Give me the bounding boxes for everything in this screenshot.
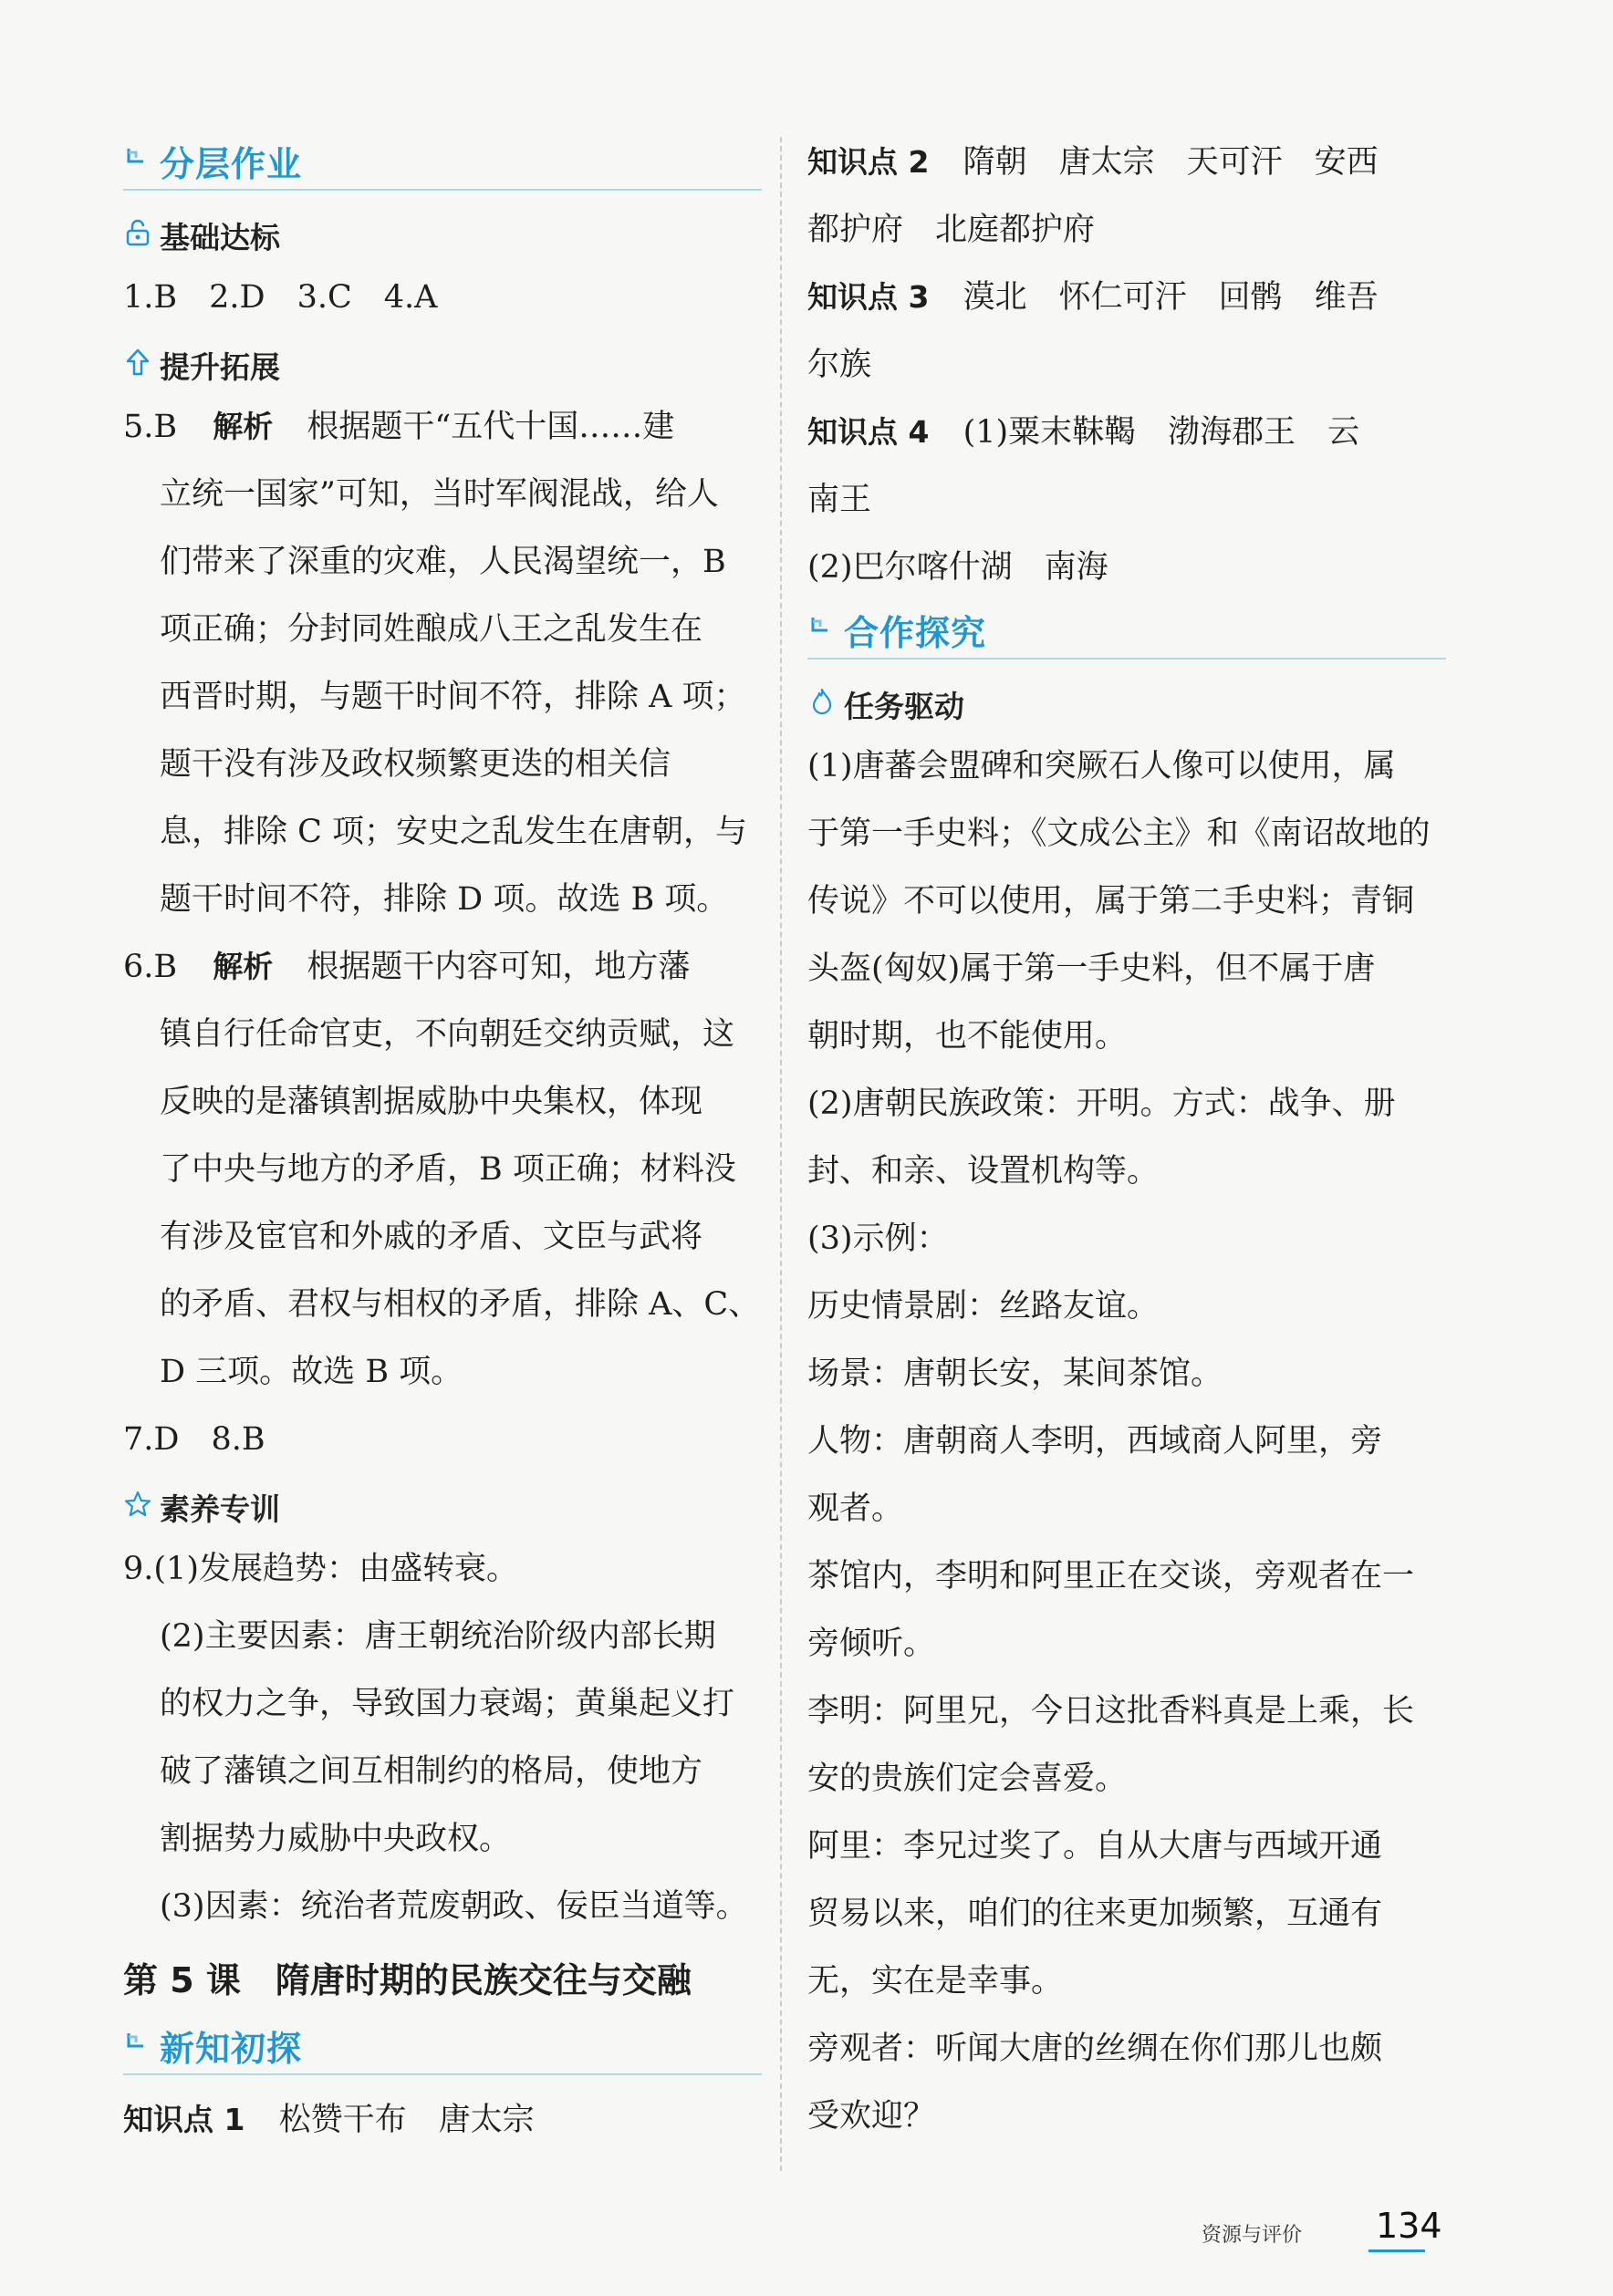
- page-number: 134: [1376, 2206, 1442, 2246]
- subsection-basic: [123, 202, 762, 264]
- answer-line: 割据势力威胁中央政权。: [160, 1821, 512, 1857]
- answer-line: 西晋时期，与题干时间不符，排除 A 项；: [160, 679, 746, 715]
- answer-line: 茶馆内，李明和阿里正在交谈，旁观者在一: [807, 1558, 1415, 1595]
- analysis-label: 解析: [213, 409, 274, 444]
- answer-line: 封、和亲、设置机构等。: [807, 1153, 1160, 1190]
- answer-line: 题干时间不符，排除 D 项。故选 B 项。: [160, 881, 729, 918]
- analysis-text: 根据题干内容可知，地方藩: [307, 949, 691, 985]
- answer-line: 题干没有涉及政权频繁更迭的相关信: [160, 746, 671, 783]
- answer-line: 息，排除 C 项；安史之乱发生在唐朝，与: [160, 814, 748, 850]
- answer-line: 朝时期，也不能使用。: [807, 1018, 1128, 1054]
- section-cooperation: [807, 601, 1446, 660]
- subsection-advanced: [123, 331, 762, 393]
- answer-line: 人物：唐朝商人李明，西域商人阿里，旁: [807, 1423, 1383, 1460]
- knowledge-point-label: 知识点 4: [807, 414, 930, 450]
- answer-line: 1.B 2.D 3.C 4.A: [123, 279, 438, 316]
- answer-line: (1)唐蕃会盟碑和突厥石人像可以使用，属: [807, 748, 1396, 784]
- answer-line: 南王: [807, 482, 872, 518]
- answer-line: 贸易以来，咱们的往来更加频繁，互通有: [807, 1896, 1383, 1932]
- answer-line: 无，实在是幸事。: [807, 1963, 1064, 2000]
- answer-line: [123, 393, 762, 461]
- knowledge-point-4: [807, 399, 1446, 466]
- answer-line: 有涉及宦官和外戚的矛盾、文臣与武将: [160, 1219, 703, 1255]
- section-marker-icon: [809, 614, 831, 636]
- section-new-knowledge: [123, 2017, 762, 2075]
- subsection-title: 任务驱动: [844, 689, 964, 724]
- subsection-literacy: [123, 1473, 762, 1535]
- section-marker-icon: [125, 145, 147, 167]
- knowledge-point-label: 知识点 2: [807, 144, 930, 180]
- answer-line: 李明：阿里兄，今日这批香料真是上乘，长: [807, 1693, 1415, 1730]
- answer-line: (2)巴尔喀什湖 南海: [807, 549, 1108, 586]
- section-title: 新知初探: [160, 2029, 303, 2069]
- answer-line: (2)主要因素：唐王朝统治阶级内部长期: [160, 1618, 716, 1655]
- flame-icon: [807, 687, 837, 716]
- footer-label: 资源与评价: [1202, 2224, 1303, 2247]
- answer-line: 头盔(匈奴)属于第一手史料，但不属于唐: [807, 951, 1376, 987]
- right-column: [807, 132, 1446, 2150]
- question-number: 5.B: [123, 409, 178, 445]
- answer-line: 安的贵族们定会喜爱。: [807, 1761, 1128, 1797]
- knowledge-point-text: (1)粟末靺鞨 渤海郡王 云: [963, 414, 1360, 451]
- knowledge-point-label: 知识点 3: [807, 279, 930, 315]
- lock-icon: [123, 218, 152, 247]
- answer-line: 传说》不可以使用，属于第二手史料；青铜: [807, 883, 1415, 919]
- knowledge-point-label: 知识点 1: [123, 2102, 245, 2137]
- answer-line: 都护府 北庭都护府: [807, 212, 1096, 248]
- analysis-text: 根据题干“五代十国……建: [307, 409, 675, 445]
- page-number-rule: [1368, 2249, 1425, 2252]
- answer-line: 旁观者：听闻大唐的丝绸在你们那儿也颇: [807, 2031, 1383, 2067]
- section-marker-icon: [125, 2030, 147, 2052]
- answer-line: 的矛盾、君权与相权的矛盾，排除 A、C、: [160, 1286, 761, 1323]
- answer-line: [123, 933, 762, 1001]
- answer-line: 旁倾听。: [807, 1626, 936, 1662]
- knowledge-point-1: [123, 2086, 762, 2154]
- answer-line: (3)示例：: [807, 1221, 949, 1257]
- knowledge-point-text: 松赞干布 唐太宗: [278, 2102, 535, 2138]
- subsection-title: 基础达标: [160, 220, 280, 255]
- lesson-title: 第 5 课 隋唐时期的民族交往与交融: [123, 1960, 692, 2000]
- answer-line: 项正确；分封同姓酿成八王之乱发生在: [160, 611, 703, 648]
- answer-line: 场景：唐朝长安，某间茶馆。: [807, 1356, 1223, 1392]
- answer-line: 9.(1)发展趋势：由盛转衰。: [123, 1551, 518, 1587]
- section-title: 合作探究: [844, 613, 987, 653]
- answer-line: 阿里：李兄过奖了。自从大唐与西域开通: [807, 1828, 1383, 1865]
- answer-line: 受欢迎？: [807, 2098, 936, 2135]
- answer-line: 历史情景剧：丝路友谊。: [807, 1288, 1160, 1325]
- answer-line: D 三项。故选 B 项。: [160, 1354, 463, 1390]
- answer-line: 们带来了深重的灾难，人民渴望统一，B: [160, 544, 726, 580]
- star-icon: [123, 1490, 152, 1519]
- left-column: [123, 132, 762, 2154]
- subsection-task: [807, 670, 1446, 732]
- subsection-title: 素养专训: [160, 1491, 280, 1527]
- answer-line: 的权力之争，导致国力衰竭；黄巢起义打: [160, 1686, 735, 1722]
- answer-line: 于第一手史料；《文成公主》和《南诏故地的: [807, 816, 1431, 852]
- answer-line: (3)因素：统治者荒废朝政、佞臣当道等。: [160, 1888, 748, 1925]
- answer-line: 了中央与地方的矛盾，B 项正确；材料没: [160, 1151, 736, 1188]
- knowledge-point-2: [807, 129, 1446, 196]
- knowledge-point-3: [807, 264, 1446, 331]
- column-divider: [780, 137, 782, 2171]
- answer-line: 观者。: [807, 1491, 904, 1527]
- answer-line: 尔族: [807, 347, 872, 383]
- knowledge-point-text: 漠北 怀仁可汗 回鹘 维吾: [963, 279, 1379, 316]
- up-arrow-icon: [123, 348, 152, 377]
- section-layered-homework: [123, 132, 762, 191]
- knowledge-point-text: 隋朝 唐太宗 天可汗 安西: [963, 144, 1379, 181]
- question-number: 6.B: [123, 949, 178, 985]
- section-title: 分层作业: [160, 144, 303, 184]
- answer-line: 镇自行任命官吏，不向朝廷交纳贡赋，这: [160, 1016, 735, 1053]
- answer-line: 立统一国家”可知，当时军阀混战，给人: [160, 476, 719, 513]
- answer-line: (2)唐朝民族政策：开明。方式：战争、册: [807, 1086, 1396, 1122]
- answer-line: 反映的是藩镇割据威胁中央集权，体现: [160, 1084, 703, 1120]
- subsection-title: 提升拓展: [160, 349, 280, 385]
- answer-line: 7.D 8.B: [123, 1421, 265, 1458]
- analysis-label: 解析: [213, 949, 274, 984]
- answer-line: 破了藩镇之间互相制约的格局，使地方: [160, 1753, 703, 1790]
